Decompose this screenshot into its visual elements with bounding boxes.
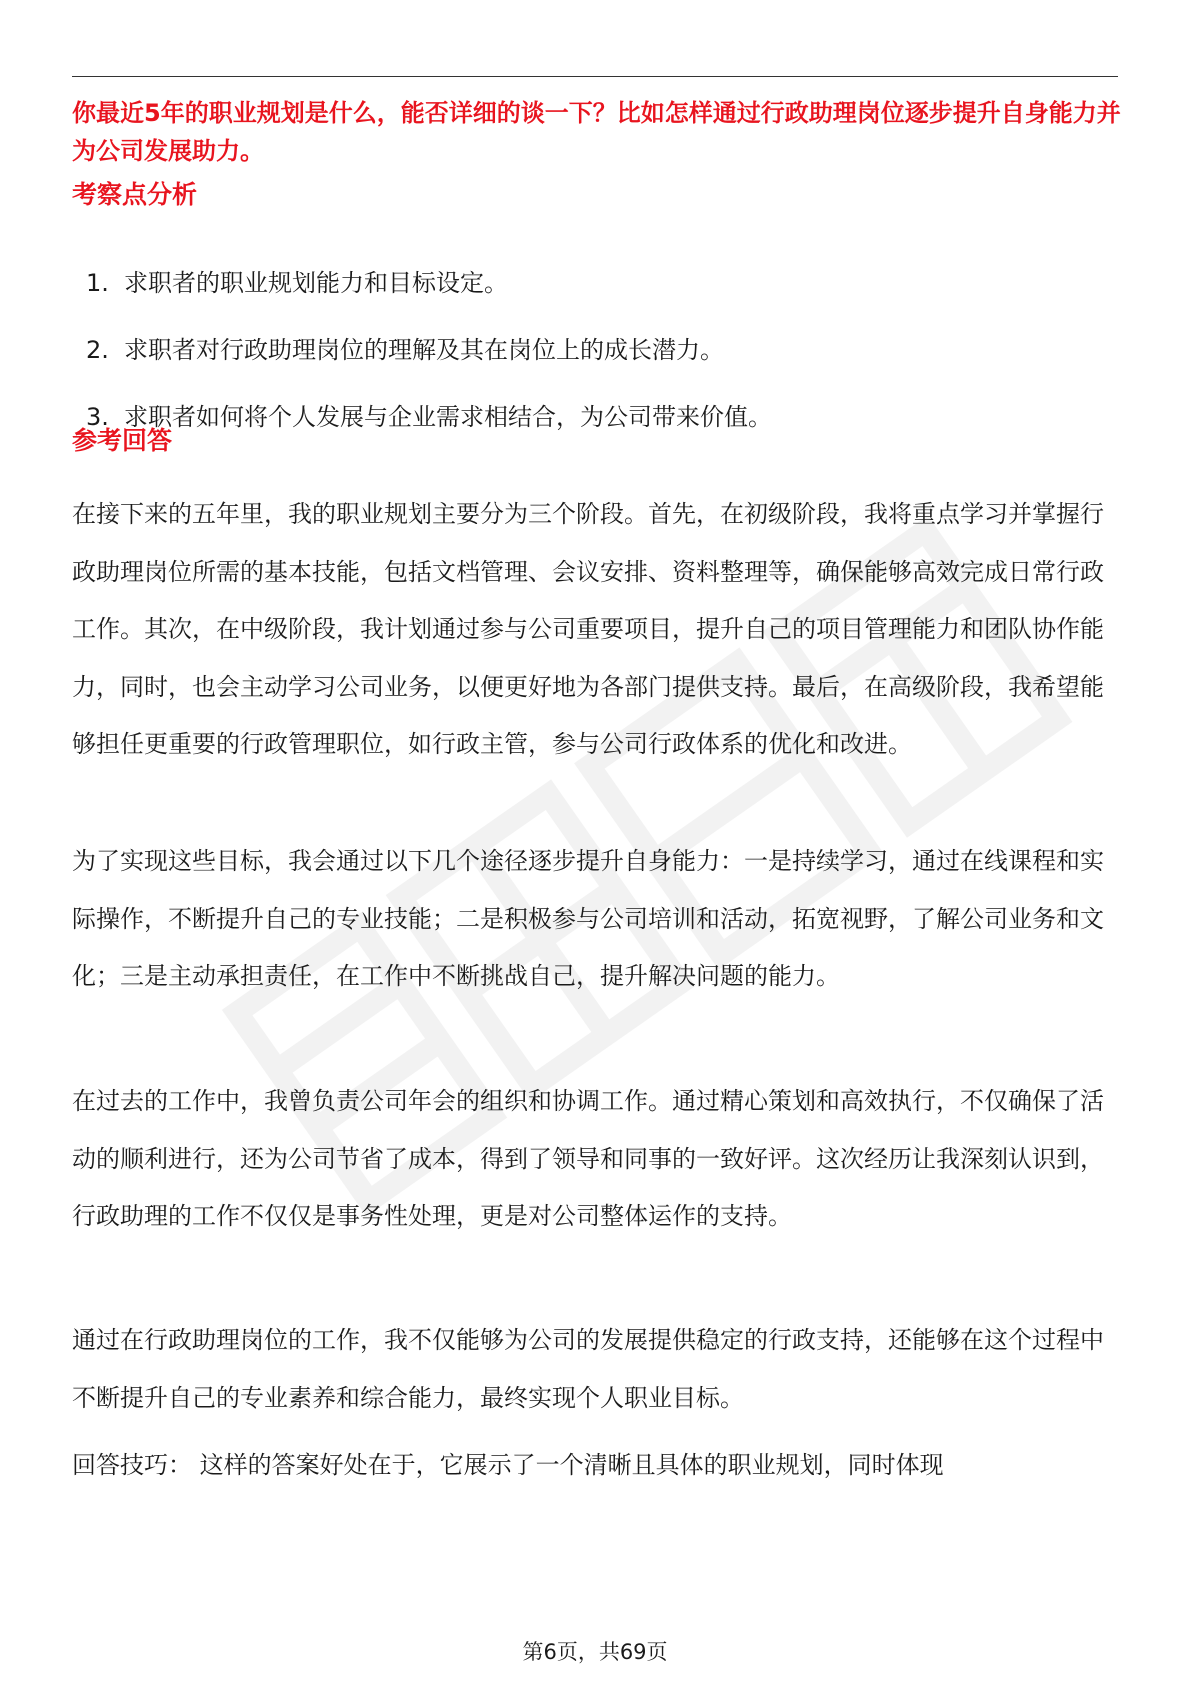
list-item-number: 1. — [86, 269, 109, 297]
answer-tips-paragraph: 回答技巧： 这样的答案好处在于，它展示了一个清晰且具体的职业规划，同时体现 — [72, 1451, 944, 1479]
answer-paragraph: 在过去的工作中，我曾负责公司年会的组织和协调工作。通过精心策划和高效执行，不仅确保了活动的顺利进行，还为公司节省了成本，得到了领导和同事的一致好评。这次经历让我深刻认识到，行政助理的工作不仅仅是事务性处理，更是对公司整体运作的支持。 — [72, 1087, 1104, 1230]
list-item — [86, 333, 1106, 367]
list-item-text: 求职者如何将个人发展与企业需求相结合，为公司带来价值。 — [124, 403, 772, 431]
question-text: 你最近5年的职业规划是什么，能否详细的谈一下？比如怎样通过行政助理岗位逐步提升自身能力并为公司发展助力。 — [72, 99, 1121, 165]
analysis-list — [86, 266, 1106, 467]
page-number-footer: 第6页，共69页 — [522, 1640, 668, 1664]
top-divider — [72, 76, 1118, 77]
list-item — [86, 266, 1106, 300]
answer-heading: 参考回答 — [72, 426, 173, 455]
list-item-number: 2. — [86, 336, 109, 364]
list-item — [86, 400, 1106, 434]
list-item-text: 求职者对行政助理岗位的理解及其在岗位上的成长潜力。 — [124, 336, 724, 364]
answer-paragraph: 通过在行政助理岗位的工作，我不仅能够为公司的发展提供稳定的行政支持，还能够在这个过程中不断提升自己的专业素养和综合能力，最终实现个人职业目标。 — [72, 1326, 1104, 1412]
answer-paragraph: 为了实现这些目标，我会通过以下几个途径逐步提升自身能力：一是持续学习，通过在线课程和实际操作，不断提升自己的专业技能；二是积极参与公司培训和活动，拓宽视野，了解公司业务和文化；三是主动承担责任，在工作中不断挑战自己，提升解决问题的能力。 — [72, 847, 1104, 990]
list-item-text: 求职者的职业规划能力和目标设定。 — [124, 269, 508, 297]
answer-paragraph: 在接下来的五年里，我的职业规划主要分为三个阶段。首先，在初级阶段，我将重点学习并掌握行政助理岗位所需的基本技能，包括文档管理、会议安排、资料整理等，确保能够高效完成日常行政工作。其次，在中级阶段，我计划通过参与公司重要项目，提升自己的项目管理能力和团队协作能力，同时，也会主动学习公司业务，以便更好地为各部门提供支持。最后，在高级阶段，我希望能够担任更重要的行政管理职位，如行政主管，参与公司行政体系的优化和改进。 — [72, 500, 1104, 758]
list-item-number: 3. — [86, 403, 109, 431]
analysis-heading: 考察点分析 — [72, 180, 198, 209]
